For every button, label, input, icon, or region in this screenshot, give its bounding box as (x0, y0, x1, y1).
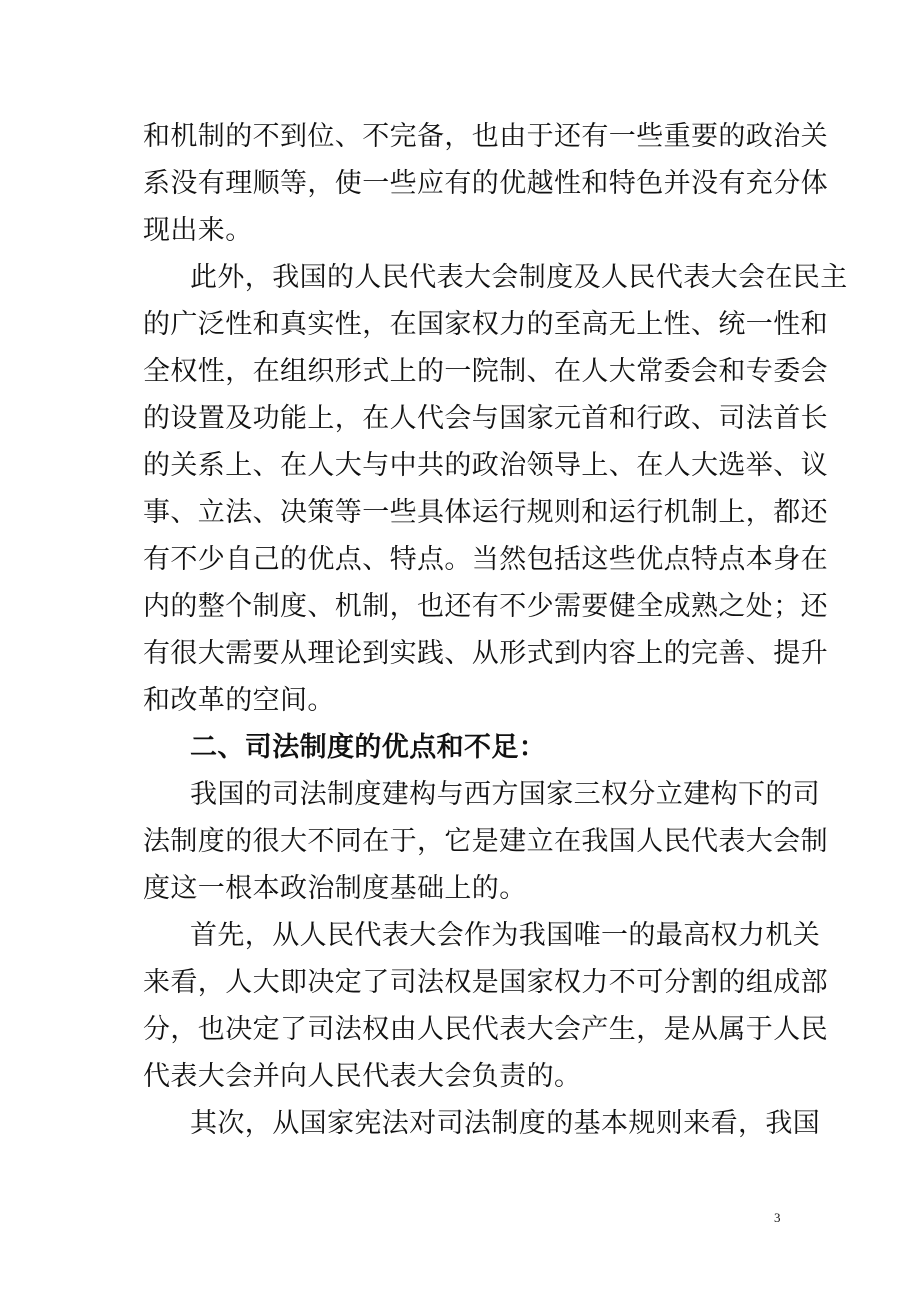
text-line-9: 事、立法、决策等一些具体运行规则和运行机制上，都还 (143, 497, 828, 528)
text-line-16: 法制度的很大不同在于，它是建立在我国人民代表大会制 (143, 826, 828, 857)
text-line-19: 来看，人大即决定了司法权是国家权力不可分割的组成部 (143, 967, 828, 998)
text-line-11: 内的整个制度、机制，也还有不少需要健全成熟之处；还 (143, 591, 828, 622)
text-line-18: 首先，从人民代表大会作为我国唯一的最高权力机关 (190, 920, 821, 951)
text-line-21: 代表大会并向人民代表大会负责的。 (143, 1061, 582, 1092)
text-line-4: 此外，我国的人民代表大会制度及人民代表大会在民主 (190, 262, 848, 293)
text-line-20: 分，也决定了司法权由人民代表大会产生，是从属于人民 (143, 1014, 828, 1045)
text-line-1: 和机制的不到位、不完备，也由于还有一些重要的政治关 (143, 121, 828, 152)
text-line-15: 我国的司法制度建构与西方国家三权分立建构下的司 (190, 779, 821, 810)
page-number: 3 (774, 1210, 781, 1225)
text-line-2: 系没有理顺等，使一些应有的优越性和特色并没有充分体 (143, 168, 828, 199)
text-line-12: 有很大需要从理论到实践、从形式到内容上的完善、提升 (143, 638, 828, 669)
text-line-5: 的广泛性和真实性，在国家权力的至高无上性、统一性和 (143, 309, 828, 340)
text-line-22: 其次，从国家宪法对司法制度的基本规则来看，我国 (190, 1108, 821, 1139)
text-line-6: 全权性，在组织形式上的一院制、在人大常委会和专委会 (143, 356, 828, 387)
text-line-17: 度这一根本政治制度基础上的。 (143, 873, 527, 904)
text-line-10: 有不少自己的优点、特点。当然包括这些优点特点本身在 (143, 544, 828, 575)
text-line-3: 现出来。 (143, 215, 253, 246)
text-line-7: 的设置及功能上，在人代会与国家元首和行政、司法首长 (143, 403, 828, 434)
text-line-13: 和改革的空间。 (143, 685, 335, 716)
section-heading: 二、司法制度的优点和不足： (190, 732, 547, 763)
text-line-8: 的关系上、在人大与中共的政治领导上、在人大选举、议 (143, 450, 828, 481)
